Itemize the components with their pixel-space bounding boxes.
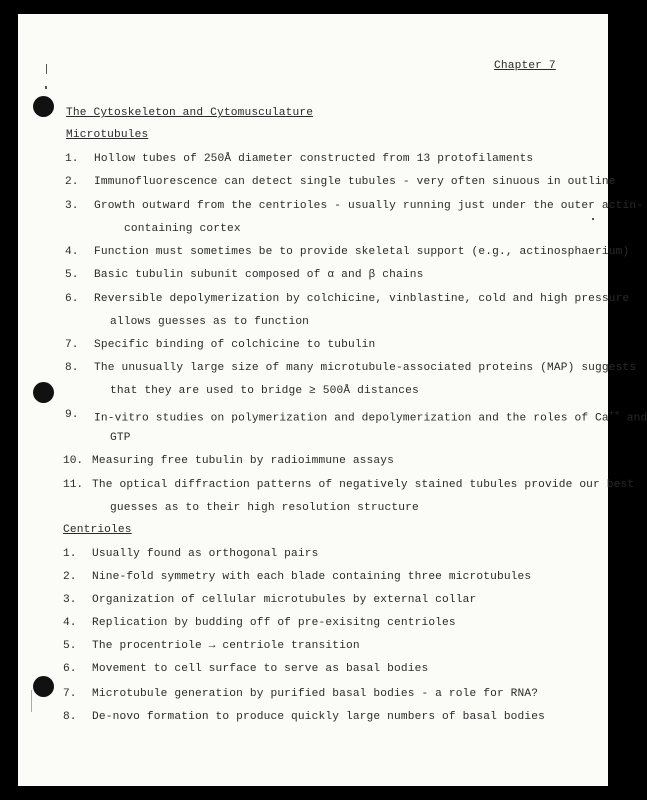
list-number: 6. (65, 293, 79, 305)
list-item: Measuring free tubulin by radioimmune assays (92, 455, 394, 467)
list-number: 5. (65, 269, 79, 281)
list-number: 1. (63, 548, 77, 560)
list-item-continuation: containing cortex (124, 223, 241, 235)
section-heading-centrioles: Centrioles (63, 524, 132, 536)
list-item: Function must sometimes be to provide skeletal support (e.g., actinosphaerium) (94, 246, 630, 258)
list-item: De-novo formation to produce quickly large numbers of basal bodies (92, 711, 545, 723)
chapter-label: Chapter 7 (494, 60, 556, 72)
page-title: The Cytoskeleton and Cytomusculature (66, 107, 314, 119)
list-item: Organization of cellular microtubules by external collar (92, 594, 477, 606)
list-number: 6. (63, 663, 77, 675)
list-item: In-vitro studies on polymerization and depolymerization and the roles of Ca++ and (94, 409, 647, 425)
list-item: Specific binding of colchicine to tubulin (94, 339, 376, 351)
stray-mark (31, 690, 32, 712)
list-item: Reversible depolymerization by colchicine, vinblastine, cold and high pressure (94, 293, 630, 305)
binder-hole (33, 382, 54, 403)
binder-hole (33, 96, 54, 117)
list-number: 7. (63, 688, 77, 700)
list-item: Nine-fold symmetry with each blade containing three microtubules (92, 571, 532, 583)
list-number: 5. (63, 640, 77, 652)
list-number: 3. (65, 200, 79, 212)
list-item: Hollow tubes of 250Å diameter constructed from 13 protofilaments (94, 153, 534, 165)
list-item-continuation: GTP (110, 432, 131, 444)
list-number: 3. (63, 594, 77, 606)
list-number: 4. (65, 246, 79, 258)
list-item: The procentriole → centriole transition (92, 640, 360, 652)
list-number: 2. (63, 571, 77, 583)
list-number: 11. (63, 479, 84, 491)
list-number: 10. (63, 455, 84, 467)
stray-mark (46, 64, 47, 74)
list-item-continuation: allows guesses as to function (110, 316, 310, 328)
document-page (18, 14, 647, 786)
list-number: 8. (63, 711, 77, 723)
stray-mark (592, 218, 594, 220)
list-item: Usually found as orthogonal pairs (92, 548, 319, 560)
list-item: Microtubule generation by purified basal bodies - a role for RNA? (92, 688, 539, 700)
list-item: The optical diffraction patterns of negatively stained tubules provide our best (92, 479, 635, 491)
list-item: Basic tubulin subunit composed of α and β chains (94, 269, 424, 281)
list-item: Immunofluorescence can detect single tubules - very often sinuous in outline (94, 176, 616, 188)
list-item: Movement to cell surface to serve as basal bodies (92, 663, 429, 675)
list-number: 1. (65, 153, 79, 165)
list-number: 8. (65, 362, 79, 374)
list-item-continuation: guesses as to their high resolution structure (110, 502, 419, 514)
list-number: 2. (65, 176, 79, 188)
list-number: 9. (65, 409, 79, 421)
list-item: Growth outward from the centrioles - usually running just under the outer actin- (94, 200, 644, 212)
list-item: Replication by budding off of pre-exisitng centrioles (92, 617, 456, 629)
binder-hole (33, 676, 54, 697)
list-number: 4. (63, 617, 77, 629)
list-number: 7. (65, 339, 79, 351)
list-item-continuation: that they are used to bridge ≥ 500Å distances (110, 385, 419, 397)
section-heading-microtubules: Microtubules (66, 129, 149, 141)
stray-mark (45, 86, 47, 89)
list-item: The unusually large size of many microtubule-associated proteins (MAP) suggests (94, 362, 637, 374)
